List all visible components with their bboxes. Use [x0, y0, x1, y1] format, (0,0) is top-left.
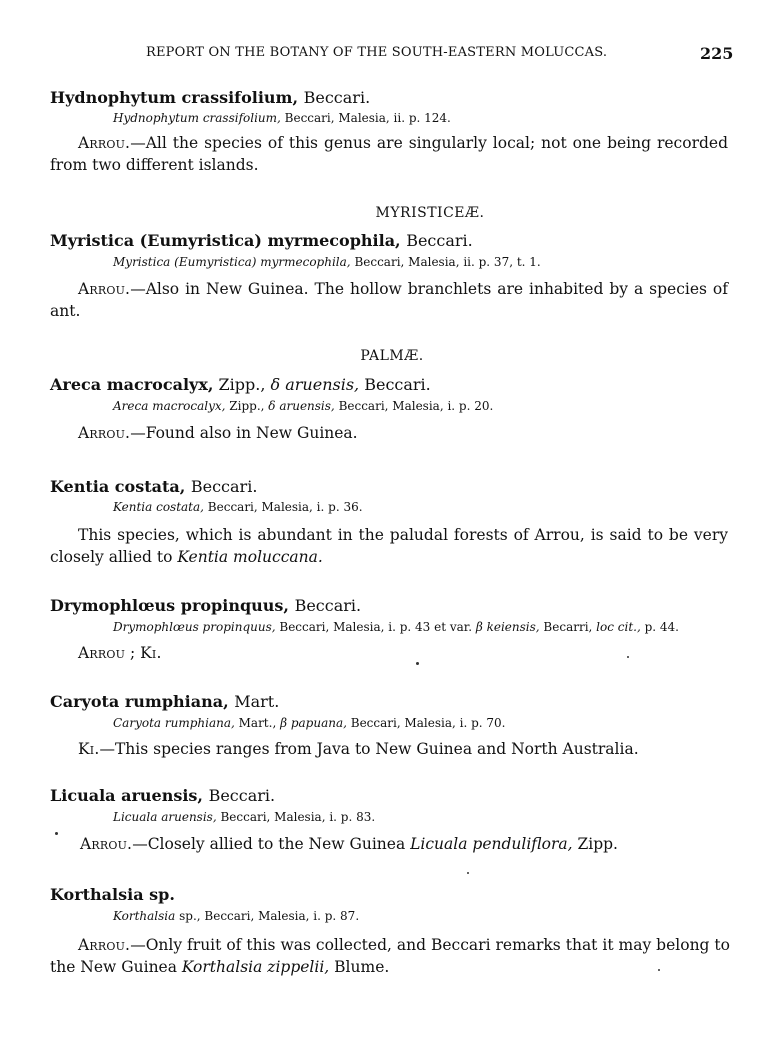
- species-author-plain: Zipp.,: [213, 375, 266, 394]
- note-text-2: Zipp.: [572, 835, 618, 853]
- note-lead: Arrou.: [78, 280, 131, 298]
- ref-name: Licuala aruensis,: [113, 810, 217, 824]
- reference-licuala: [113, 810, 375, 824]
- note-lead: Arrou: [78, 644, 126, 662]
- reference-myristica: [113, 255, 541, 269]
- note-italic: Kentia moluccana.: [177, 548, 323, 566]
- ref-text: Beccari, Malesia, ii. p. 37, t. 1.: [350, 255, 541, 269]
- ref-name: Areca macrocalyx,: [113, 399, 226, 413]
- ref-name: Hydnophytum crassifolium,: [113, 111, 281, 125]
- section-heading-palmae: PALMÆ.: [360, 348, 424, 364]
- entry-title-licuala: [50, 786, 275, 805]
- reference-kentia: [113, 500, 363, 514]
- ref-name: Caryota rumphiana,: [113, 716, 235, 730]
- entry-title-drymophloeus: [50, 596, 361, 615]
- entry-title-kentia: [50, 477, 257, 496]
- ref-variety: δ aruensis,: [268, 399, 335, 413]
- scan-speck: [627, 656, 629, 658]
- reference-hydnophytum: [113, 111, 451, 125]
- species-name: Myristica (Eumyristica) myrmecophila,: [50, 231, 401, 250]
- species-name: Licuala aruensis,: [50, 786, 203, 805]
- species-author: Beccari.: [406, 231, 473, 250]
- note-sep: ;: [125, 644, 141, 662]
- section-heading-myristiceae: MYRISTICEÆ.: [375, 205, 485, 221]
- ref-text-1: Beccari, Malesia, i. p. 43 et var.: [275, 620, 476, 634]
- species-name: Korthalsia sp.: [50, 885, 175, 904]
- ref-name: Myristica (Eumyristica) myrmecophila,: [113, 255, 351, 269]
- entry-title-areca: [50, 375, 431, 394]
- scan-speck: [658, 969, 660, 971]
- scan-speck: [467, 872, 469, 874]
- note-italic: Licuala penduliflora,: [410, 835, 573, 853]
- entry-title-hydnophytum: [50, 88, 370, 107]
- species-author: Mart.: [234, 692, 280, 711]
- note-text: —Found also in New Guinea.: [130, 424, 358, 442]
- note-italic: Korthalsia zippelii,: [181, 958, 330, 976]
- species-name: Areca macrocalyx,: [50, 375, 214, 394]
- ref-text: Beccari, Malesia, ii. p. 124.: [280, 111, 451, 125]
- note-caryota: [78, 740, 639, 758]
- note-kentia: [50, 524, 728, 568]
- page-number: 225: [700, 44, 734, 63]
- species-name: Caryota rumphiana,: [50, 692, 229, 711]
- note-korthalsia: [50, 934, 730, 978]
- ref-text-3: p. 44.: [640, 620, 679, 634]
- species-name: Drymophlœus propinquus,: [50, 596, 289, 615]
- ref-text: sp., Beccari, Malesia, i. p. 87.: [175, 909, 360, 923]
- species-name: Hydnophytum crassifolium,: [50, 88, 299, 107]
- note-text: —This species ranges from Java to New Guinea and North Australia.: [99, 740, 639, 758]
- note-licuala: [80, 835, 618, 853]
- entry-title-korthalsia: [50, 885, 175, 904]
- note-hydnophytum: [50, 132, 728, 176]
- ref-variety: β keiensis,: [475, 620, 540, 634]
- note-lead: Arrou.: [78, 936, 131, 954]
- ref-text: Beccari, Malesia, i. p. 83.: [216, 810, 376, 824]
- ref-name: Kentia costata,: [113, 500, 204, 514]
- note-text-2: Blume.: [329, 958, 390, 976]
- ref-text: Beccari, Malesia, i. p. 36.: [203, 500, 363, 514]
- species-author: Beccari.: [294, 596, 362, 615]
- ref-text-2: Beccari, Malesia, i. p. 70.: [346, 716, 506, 730]
- entry-title-myristica: [50, 231, 473, 250]
- species-author: Beccari.: [208, 786, 276, 805]
- ref-text-2: Beccari, Malesia, i. p. 20.: [334, 399, 494, 413]
- reference-drymophloeus: [113, 620, 679, 634]
- scan-speck: [416, 662, 419, 665]
- note-lead: Arrou.: [78, 424, 131, 442]
- species-variety: δ aruensis,: [265, 375, 360, 394]
- ref-text-2: Becarri,: [539, 620, 597, 634]
- species-name: Kentia costata,: [50, 477, 186, 496]
- species-author: Beccari.: [303, 88, 371, 107]
- reference-caryota: [113, 716, 506, 730]
- species-author: Beccari.: [359, 375, 431, 394]
- ref-loc: loc cit.,: [596, 620, 641, 634]
- note-lead: Arrou.: [78, 134, 131, 152]
- ref-text-1: Mart.,: [234, 716, 281, 730]
- running-head: REPORT ON THE BOTANY OF THE SOUTH-EASTERN MOLUCCAS.: [146, 45, 608, 60]
- note-text: —Only fruit of this was collected, and Beccari remarks that it may belong to the New Guinea: [50, 936, 730, 976]
- note-myristica: [50, 278, 728, 322]
- reference-korthalsia: [113, 909, 359, 923]
- ref-text-1: Zipp.,: [225, 399, 269, 413]
- ref-name: Korthalsia: [113, 909, 176, 923]
- note-drymophloeus: [78, 644, 162, 662]
- note-text: —Also in New Guinea. The hollow branchlets are inhabited by a species of ant.: [50, 280, 728, 320]
- scan-speck: [55, 832, 58, 835]
- ref-variety: β papuana,: [280, 716, 347, 730]
- note-areca: [78, 424, 358, 442]
- entry-title-caryota: [50, 692, 279, 711]
- note-lead-2: Ki.: [140, 644, 162, 662]
- note-lead: Ki.: [78, 740, 100, 758]
- species-author: Beccari.: [190, 477, 258, 496]
- reference-areca: [113, 399, 493, 413]
- note-lead: Arrou.: [80, 835, 133, 853]
- note-text: —All the species of this genus are singularly local; not one being recorded from two different islands.: [50, 134, 728, 174]
- ref-name: Drymophlœus propinquus,: [113, 620, 276, 634]
- note-text: —Closely allied to the New Guinea: [132, 835, 411, 853]
- note-text: This species, which is abundant in the paludal forests of Arrou, is said to be very closely allied to: [50, 526, 728, 566]
